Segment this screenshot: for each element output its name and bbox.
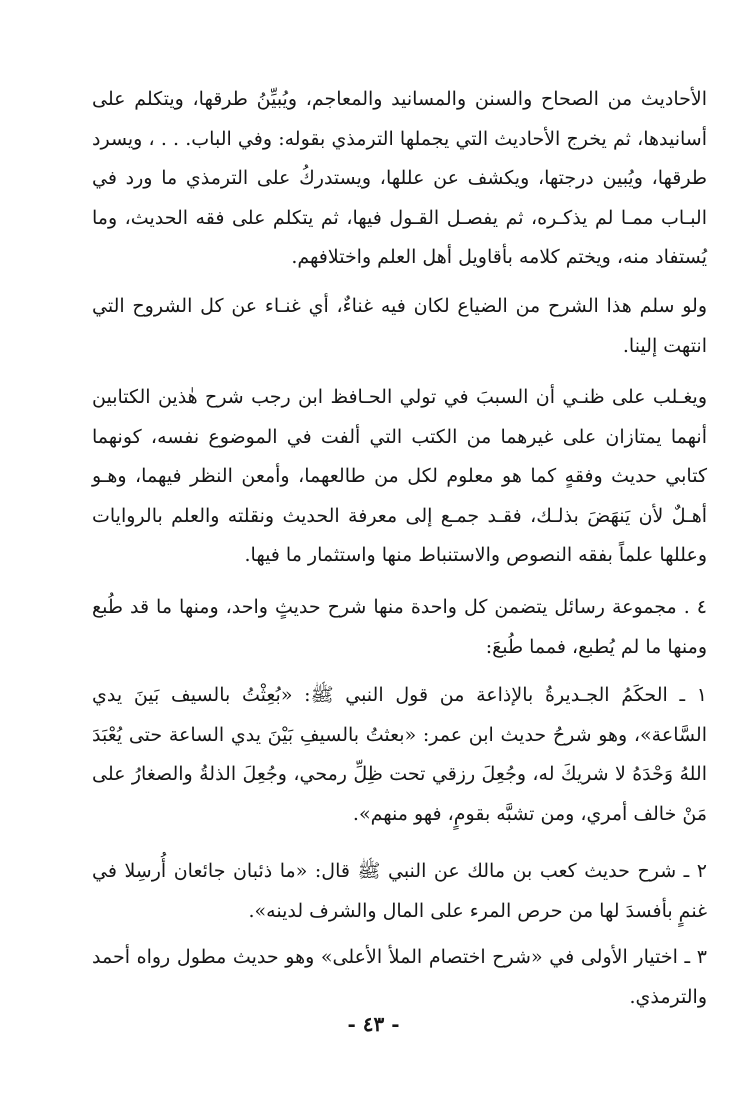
paragraph-text: ولو سلم هذا الشرح من الضياع لكان فيه غناءٌ، أي غنـاء عن كل الشروح التي انتهت إلينا. [92, 295, 707, 357]
list-item-text: اختيار الأولى في «شرح اختصام الملأ الأعلى» وهو حديث مطول رواه أحمد والترمذي. [92, 946, 707, 1008]
list-item-text: الحكَمُ الجـديرةُ بالإذاعة من قول النبي ﷺ: «بُعِثْتُ بالسيف بَينَ يدي السَّاعة»، وهو شرحُ حديث ابن عمر: «بعثتُ بالسيفِ بَيْنَ يدي الساعة حتى يُعْبَدَ اللهُ وَحْدَهُ لا شريكَ له، وجُعِلَ رزقي تحت ظِلِّ رمحي، وجُعِلَ الذلةُ والصغارُ على مَنْ خالف أمري، ومن تشبَّه بقومٍ، فهو منهم». [92, 684, 707, 825]
list-item [92, 852, 707, 931]
paragraph-ibn-rajab-reason [92, 378, 707, 576]
paragraph-epistles-collection [92, 588, 707, 667]
list-item-number: ٣ ـ [684, 946, 707, 968]
page-number: - ٤٣ - [347, 1012, 400, 1036]
paragraph-hadith-commentary [92, 80, 707, 278]
paragraph-text: ٤ . مجموعة رسائل يتضمن كل واحدة منها شرح حديثٍ واحد، ومنها ما قد طُبع ومنها ما لم يُطبع، فمما طُبعَ: [92, 596, 707, 658]
list-item-number: ٢ ـ [683, 860, 707, 882]
list-item [92, 938, 707, 1017]
list-item-text: شرح حديث كعب بن مالك عن النبي ﷺ قال: «ما ذئبان جائعان أُرسِلا في غنمٍ بأفسدَ لها من حرص المرء على المال والشرف لدينه». [92, 860, 707, 922]
paragraph-text: ويغـلب على ظنـي أن السببَ في تولي الحـافظ ابن رجب شرح هٰذين الكتابين أنهما يمتازان على غيرهما من الكتب التي ألفت في الموضوع نفسه، كونهما كتابي حديث وفقهٍ كما هو معلوم لكل من طالعهما، وأمعن النظر فيهما، وهـو أهـلٌ لأن يَنهَضَ بذلـك، فقـد جمـع إلى معرفة الحديث ونقلته والعلم بالروايات وعللها علماً بفقه النصوص والاستنباط منها واستثمار ما فيها. [92, 386, 707, 566]
paragraph-lost-commentary [92, 287, 707, 366]
list-item-number: ١ ـ [679, 684, 708, 706]
list-item [92, 676, 707, 834]
paragraph-text: الأحاديث من الصحاح والسنن والمسانيد والمعاجم، ويُبيِّنُ طرقها، ويتكلم على أسانيدها، ثم يخرج الأحاديث التي يجملها الترمذي بقوله: وفي الباب. . . ، ويسرد طرقها، ويُبين درجتها، ويكشف عن عللها، ويستدركُ على الترمذي ما ورد في البـاب ممـا لم يذكـره، ثم يفصـل القـول فيها، ثم يتكلم على فقه الحديث، وما يُستفاد منه، ويختم كلامه بأقاويل أهل العلم واختلافهم. [92, 88, 707, 268]
